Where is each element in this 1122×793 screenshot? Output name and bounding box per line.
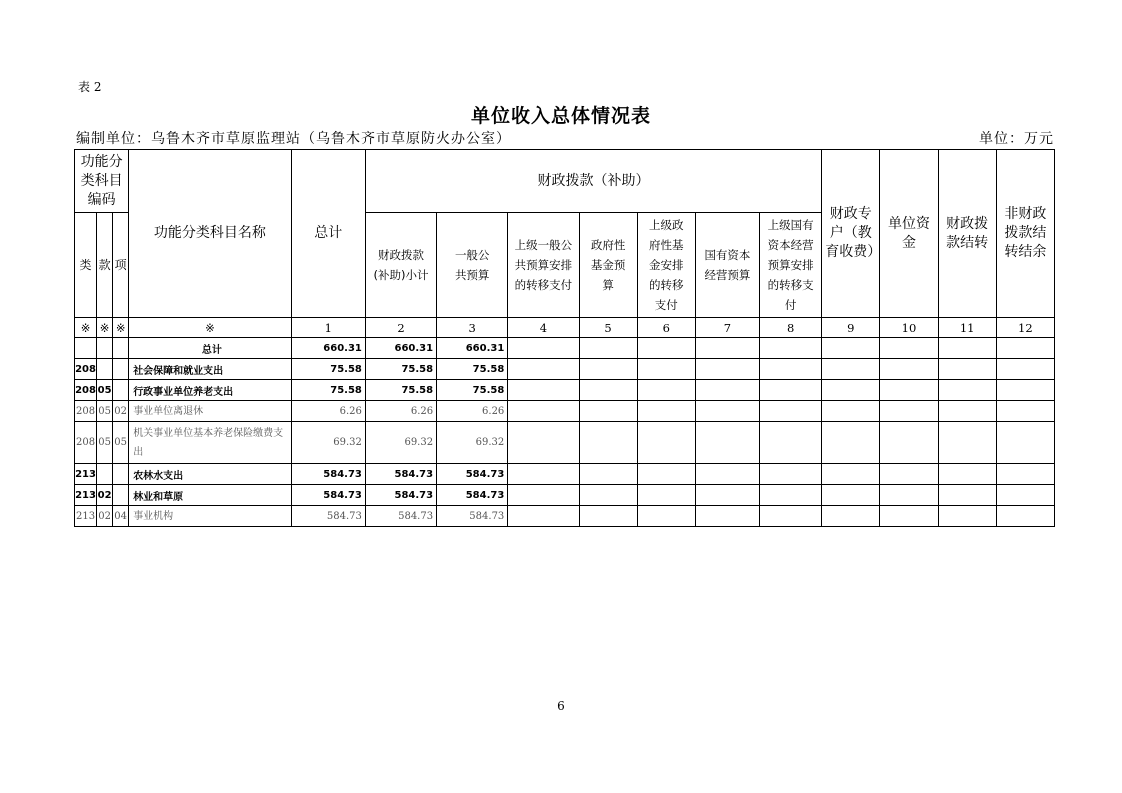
- empty-cell: [996, 338, 1054, 359]
- fiscal-group-header: 财政拨款（补助）: [365, 150, 821, 213]
- code-group-header: 功能分类科目编码: [75, 150, 129, 213]
- fiscal-carryover-header: 财政拨款结转: [938, 150, 996, 318]
- xiang-cell: [113, 338, 129, 359]
- general-budget-cell: 75.58: [437, 359, 508, 380]
- empty-cell: [637, 506, 695, 527]
- total-cell: 584.73: [291, 464, 365, 485]
- kuan-cell: [97, 464, 113, 485]
- table-body: [75, 338, 1055, 527]
- empty-cell: [822, 464, 880, 485]
- item-name-cell: 事业单位离退休: [129, 401, 291, 422]
- empty-cell: [637, 380, 695, 401]
- total-cell: 69.32: [291, 422, 365, 464]
- xiang-cell: [113, 380, 129, 401]
- fiscal-subtotal-cell: 660.31: [365, 338, 436, 359]
- item-name-cell: 事业机构: [129, 506, 291, 527]
- total-cell: 584.73: [291, 506, 365, 527]
- empty-cell: [822, 338, 880, 359]
- marker-cell: ※: [129, 318, 291, 338]
- gov-fund-budget-header: 政府性基金预算: [579, 213, 637, 318]
- empty-cell: [508, 338, 579, 359]
- lei-cell: 213: [75, 485, 97, 506]
- column-number: 3: [437, 318, 508, 338]
- fiscal-subtotal-cell: 75.58: [365, 380, 436, 401]
- general-budget-cell: 69.32: [437, 422, 508, 464]
- empty-cell: [938, 464, 996, 485]
- name-header: 功能分类科目名称: [129, 150, 291, 318]
- empty-cell: [822, 485, 880, 506]
- empty-cell: [880, 380, 938, 401]
- empty-cell: [508, 506, 579, 527]
- empty-cell: [579, 506, 637, 527]
- empty-cell: [579, 464, 637, 485]
- lei-cell: 208: [75, 422, 97, 464]
- empty-cell: [938, 506, 996, 527]
- column-number: 9: [822, 318, 880, 338]
- empty-cell: [579, 359, 637, 380]
- special-education-header: 财政专户（教育收费）: [822, 150, 880, 318]
- empty-cell: [760, 422, 822, 464]
- table-row: [75, 380, 1055, 401]
- kuan-cell: 05: [97, 422, 113, 464]
- unit-funds-header: 单位资金: [880, 150, 938, 318]
- xiang-header: 项: [113, 213, 129, 318]
- state-capital-budget-header: 国有资本经营预算: [695, 213, 759, 318]
- kuan-header: 款: [97, 213, 113, 318]
- unit-label: 单位：万元: [979, 131, 1054, 147]
- column-number: 8: [760, 318, 822, 338]
- empty-cell: [822, 506, 880, 527]
- empty-cell: [508, 485, 579, 506]
- empty-cell: [579, 422, 637, 464]
- item-name-cell: 总计: [129, 338, 291, 359]
- empty-cell: [695, 359, 759, 380]
- empty-cell: [938, 359, 996, 380]
- empty-cell: [996, 485, 1054, 506]
- xiang-cell: [113, 485, 129, 506]
- empty-cell: [996, 380, 1054, 401]
- empty-cell: [760, 485, 822, 506]
- empty-cell: [695, 380, 759, 401]
- total-cell: 6.26: [291, 401, 365, 422]
- column-number: 12: [996, 318, 1054, 338]
- income-table: [74, 149, 1055, 527]
- kuan-cell: [97, 359, 113, 380]
- table-row: [75, 485, 1055, 506]
- fiscal-subtotal-cell: 75.58: [365, 359, 436, 380]
- general-budget-cell: 584.73: [437, 464, 508, 485]
- total-cell: 75.58: [291, 359, 365, 380]
- fiscal-subtotal-cell: 584.73: [365, 506, 436, 527]
- table-number: 表 2: [78, 80, 102, 94]
- upper-general-transfer-header: 上级一般公共预算安排的转移支付: [508, 213, 579, 318]
- kuan-cell: 02: [97, 485, 113, 506]
- empty-cell: [938, 422, 996, 464]
- column-number: 2: [365, 318, 436, 338]
- empty-cell: [508, 380, 579, 401]
- empty-cell: [508, 359, 579, 380]
- empty-cell: [938, 380, 996, 401]
- general-budget-cell: 660.31: [437, 338, 508, 359]
- empty-cell: [880, 506, 938, 527]
- item-name-cell: 林业和草原: [129, 485, 291, 506]
- table-row: [75, 506, 1055, 527]
- empty-cell: [579, 485, 637, 506]
- lei-cell: [75, 338, 97, 359]
- page-number: 6: [557, 699, 565, 713]
- empty-cell: [822, 359, 880, 380]
- empty-cell: [822, 401, 880, 422]
- empty-cell: [695, 338, 759, 359]
- empty-cell: [760, 506, 822, 527]
- lei-cell: 208: [75, 380, 97, 401]
- column-number: 11: [938, 318, 996, 338]
- column-number: 6: [637, 318, 695, 338]
- item-name-cell: 机关事业单位基本养老保险缴费支出: [129, 422, 291, 464]
- item-name-cell: 社会保障和就业支出: [129, 359, 291, 380]
- lei-header: 类: [75, 213, 97, 318]
- total-cell: 75.58: [291, 380, 365, 401]
- marker-cell: ※: [113, 318, 129, 338]
- fiscal-subtotal-cell: 69.32: [365, 422, 436, 464]
- empty-cell: [996, 359, 1054, 380]
- table-row: [75, 359, 1055, 380]
- empty-cell: [938, 338, 996, 359]
- empty-cell: [880, 422, 938, 464]
- column-number: 7: [695, 318, 759, 338]
- marker-row: [75, 318, 1055, 338]
- lei-cell: 213: [75, 506, 97, 527]
- marker-cell: ※: [75, 318, 97, 338]
- fiscal-subtotal-cell: 6.26: [365, 401, 436, 422]
- empty-cell: [760, 359, 822, 380]
- empty-cell: [938, 485, 996, 506]
- empty-cell: [695, 401, 759, 422]
- empty-cell: [880, 485, 938, 506]
- empty-cell: [938, 401, 996, 422]
- empty-cell: [760, 401, 822, 422]
- total-cell: 584.73: [291, 485, 365, 506]
- empty-cell: [822, 380, 880, 401]
- empty-cell: [760, 338, 822, 359]
- total-cell: 660.31: [291, 338, 365, 359]
- empty-cell: [579, 401, 637, 422]
- empty-cell: [760, 464, 822, 485]
- item-name-cell: 农林水支出: [129, 464, 291, 485]
- empty-cell: [996, 401, 1054, 422]
- fiscal-subtotal-cell: 584.73: [365, 464, 436, 485]
- empty-cell: [996, 506, 1054, 527]
- org-label: 编制单位：乌鲁木齐市草原监理站（乌鲁木齐市草原防火办公室）: [76, 131, 511, 147]
- kuan-cell: 05: [97, 401, 113, 422]
- kuan-cell: [97, 338, 113, 359]
- empty-cell: [637, 359, 695, 380]
- kuan-cell: 05: [97, 380, 113, 401]
- marker-cell: ※: [97, 318, 113, 338]
- item-name-cell: 行政事业单位养老支出: [129, 380, 291, 401]
- xiang-cell: [113, 359, 129, 380]
- empty-cell: [996, 422, 1054, 464]
- kuan-cell: 02: [97, 506, 113, 527]
- general-budget-cell: 75.58: [437, 380, 508, 401]
- lei-cell: 208: [75, 359, 97, 380]
- general-budget-header: 一般公共预算: [437, 213, 508, 318]
- empty-cell: [637, 422, 695, 464]
- page-title: 单位收入总体情况表: [470, 105, 651, 127]
- column-number: 5: [579, 318, 637, 338]
- xiang-cell: 05: [113, 422, 129, 464]
- empty-cell: [637, 464, 695, 485]
- general-budget-cell: 6.26: [437, 401, 508, 422]
- general-budget-cell: 584.73: [437, 485, 508, 506]
- upper-state-capital-transfer-header: 上级国有资本经营预算安排的转移支付: [760, 213, 822, 318]
- fiscal-subtotal-header: 财政拨款(补助)小计: [365, 213, 436, 318]
- xiang-cell: 04: [113, 506, 129, 527]
- empty-cell: [880, 401, 938, 422]
- table-row: [75, 401, 1055, 422]
- lei-cell: 213: [75, 464, 97, 485]
- empty-cell: [996, 464, 1054, 485]
- empty-cell: [637, 338, 695, 359]
- nonfiscal-carryover-header: 非财政拨款结转结余: [996, 150, 1054, 318]
- total-header: 总计: [291, 150, 365, 318]
- empty-cell: [695, 464, 759, 485]
- empty-cell: [637, 401, 695, 422]
- table-row: [75, 422, 1055, 464]
- column-number: 4: [508, 318, 579, 338]
- empty-cell: [822, 422, 880, 464]
- empty-cell: [695, 422, 759, 464]
- empty-cell: [695, 485, 759, 506]
- fiscal-subtotal-cell: 584.73: [365, 485, 436, 506]
- empty-cell: [508, 401, 579, 422]
- general-budget-cell: 584.73: [437, 506, 508, 527]
- empty-cell: [695, 506, 759, 527]
- table-row: [75, 338, 1055, 359]
- upper-gov-fund-transfer-header: 上级政府性基金安排的转移支付: [637, 213, 695, 318]
- column-number: 10: [880, 318, 938, 338]
- empty-cell: [880, 338, 938, 359]
- empty-cell: [760, 380, 822, 401]
- column-number: 1: [291, 318, 365, 338]
- xiang-cell: [113, 464, 129, 485]
- empty-cell: [508, 422, 579, 464]
- empty-cell: [508, 464, 579, 485]
- empty-cell: [880, 359, 938, 380]
- lei-cell: 208: [75, 401, 97, 422]
- table-row: [75, 464, 1055, 485]
- xiang-cell: 02: [113, 401, 129, 422]
- empty-cell: [579, 338, 637, 359]
- empty-cell: [579, 380, 637, 401]
- empty-cell: [637, 485, 695, 506]
- empty-cell: [880, 464, 938, 485]
